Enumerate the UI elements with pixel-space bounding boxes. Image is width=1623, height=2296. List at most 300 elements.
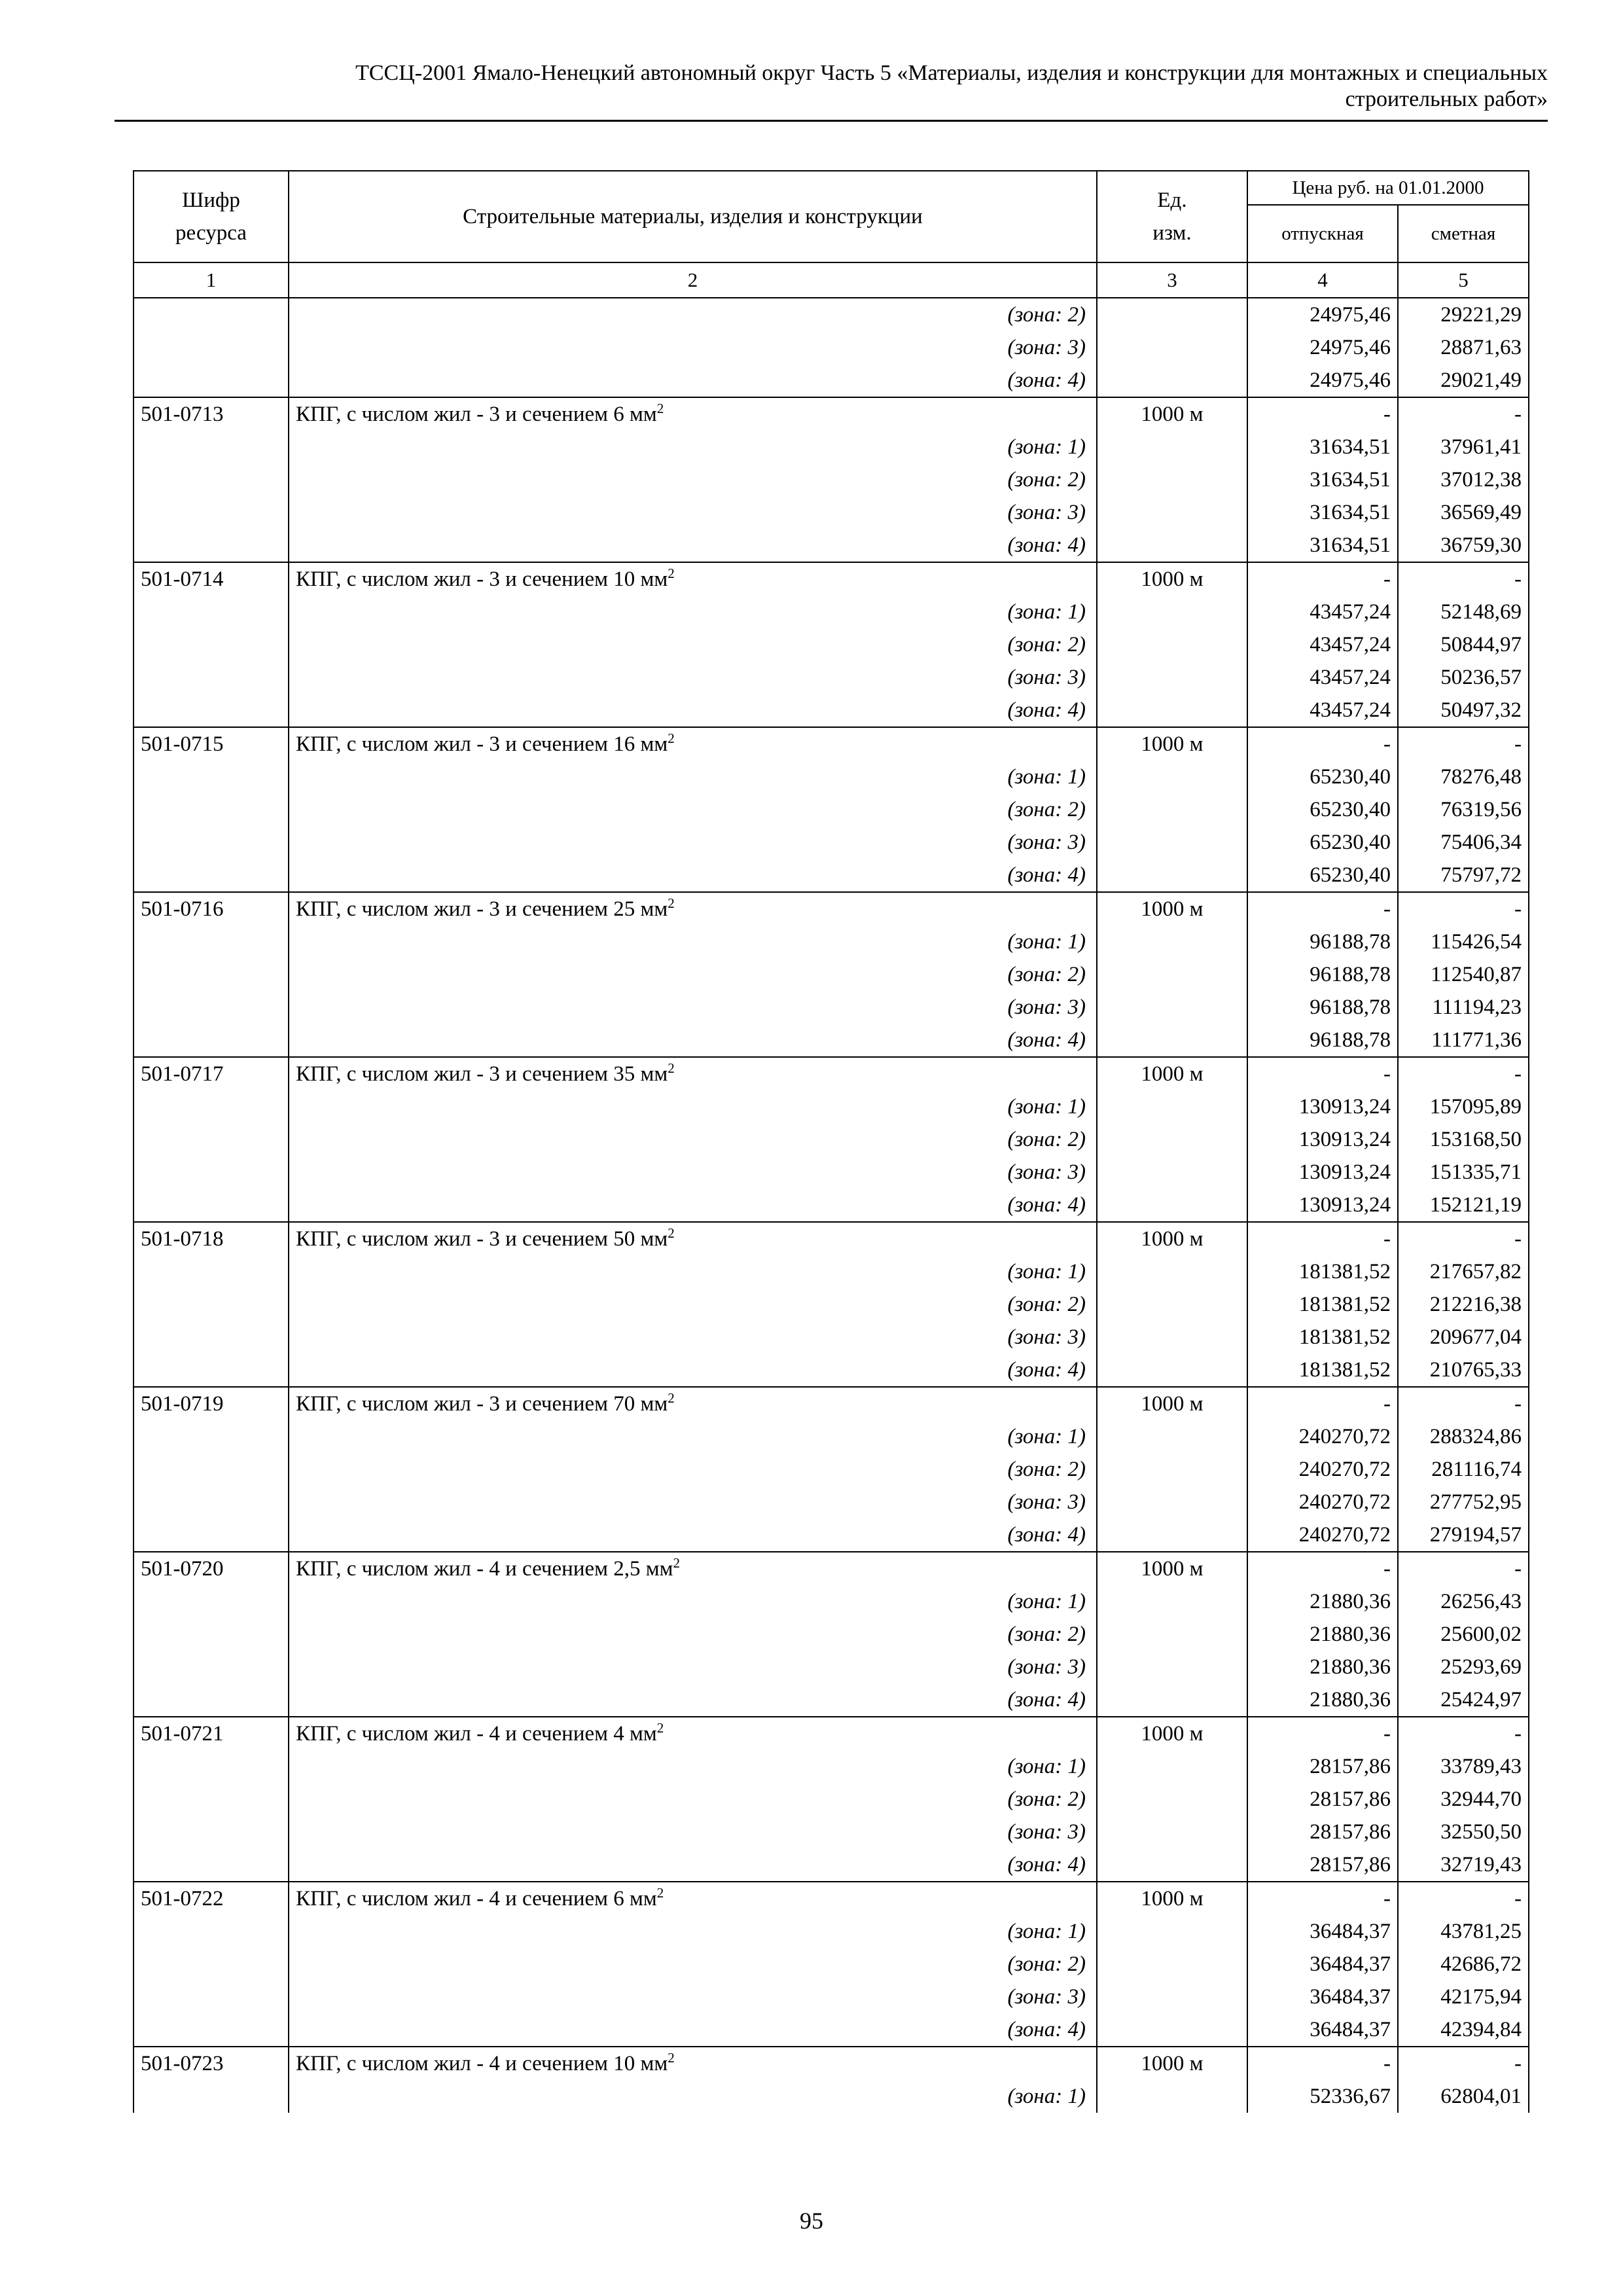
zone-price-row xyxy=(134,1948,1529,1981)
zone-label-text: (зона: 4) xyxy=(1007,1358,1086,1382)
unit-of-measure xyxy=(1097,1189,1247,1222)
resource-code xyxy=(134,1585,289,1618)
release-price xyxy=(1247,2080,1398,2113)
zone-price-row xyxy=(134,1915,1529,1948)
release-price xyxy=(1247,529,1398,562)
release-price-text: 181381,52 xyxy=(1298,1325,1391,1349)
resource-row xyxy=(134,1387,1529,1420)
release-price xyxy=(1247,298,1398,331)
zone-label-text: (зона: 3) xyxy=(1007,1160,1086,1184)
zone-label-text: (зона: 1) xyxy=(1007,1260,1086,1283)
release-price xyxy=(1247,1552,1398,1585)
estimate-price xyxy=(1398,1981,1529,2013)
zone-price-row xyxy=(134,991,1529,1024)
zone-label xyxy=(289,859,1097,892)
release-price-text: 96188,78 xyxy=(1310,1028,1391,1052)
zone-label-text: (зона: 1) xyxy=(1007,1590,1086,1613)
unit-of-measure xyxy=(1097,958,1247,991)
zone-label-text: (зона: 3) xyxy=(1007,666,1086,689)
unit-exponent: 2 xyxy=(668,895,675,911)
release-price xyxy=(1247,431,1398,463)
unit-of-measure xyxy=(1097,1783,1247,1816)
zone-price-row xyxy=(134,1981,1529,2013)
estimate-price xyxy=(1398,1222,1529,1255)
estimate-price xyxy=(1398,1288,1529,1321)
estimate-price xyxy=(1398,1387,1529,1420)
zone-label-text: (зона: 2) xyxy=(1007,798,1086,821)
zone-label-text: (зона: 4) xyxy=(1007,863,1086,887)
release-price-text: 31634,51 xyxy=(1310,435,1391,459)
estimate-price-text: 279194,57 xyxy=(1429,1523,1522,1547)
unit-of-measure xyxy=(1097,1717,1247,1750)
zone-label-text: (зона: 2) xyxy=(1007,1952,1086,1976)
resource-code xyxy=(134,1518,289,1552)
zone-label-text: (зона: 1) xyxy=(1007,1755,1086,1778)
zone-label-text: (зона: 1) xyxy=(1007,765,1086,789)
estimate-price-text: 157095,89 xyxy=(1429,1095,1522,1119)
resource-name-text: КПГ, с числом жил - 4 и сечением 6 мм xyxy=(296,1887,657,1910)
unit-of-measure xyxy=(1097,2080,1247,2113)
estimate-price xyxy=(1398,1255,1529,1288)
zone-label xyxy=(289,463,1097,496)
resource-code xyxy=(134,1453,289,1486)
estimate-price-text: - xyxy=(1514,1392,1522,1416)
zone-label-text: (зона: 4) xyxy=(1007,1688,1086,1712)
resource-name-text: КПГ, с числом жил - 4 и сечением 2,5 мм xyxy=(296,1557,673,1581)
release-price-text: 43457,24 xyxy=(1310,633,1391,656)
estimate-price xyxy=(1398,859,1529,892)
unit-of-measure xyxy=(1097,628,1247,661)
resource-code xyxy=(134,364,289,397)
estimate-price xyxy=(1398,1486,1529,1518)
release-price-text: - xyxy=(1383,567,1391,591)
resource-code-text: 501-0722 xyxy=(141,1887,224,1910)
resource-name xyxy=(289,1552,1097,1585)
page-number: 95 xyxy=(800,2208,823,2234)
release-price-text: 130913,24 xyxy=(1298,1160,1391,1184)
unit-exponent: 2 xyxy=(673,1555,681,1571)
zone-label-text: (зона: 2) xyxy=(1007,633,1086,656)
column-number: 5 xyxy=(1398,262,1529,298)
release-price xyxy=(1247,1717,1398,1750)
estimate-price-text: 50497,32 xyxy=(1440,698,1522,722)
estimate-price-text: 50844,97 xyxy=(1440,633,1522,656)
resource-code xyxy=(134,1882,289,1915)
resource-name xyxy=(289,397,1097,431)
release-price-text: 28157,86 xyxy=(1310,1853,1391,1876)
resource-code xyxy=(134,397,289,431)
resource-name-text: КПГ, с числом жил - 4 и сечением 10 мм xyxy=(296,2052,668,2075)
resource-code xyxy=(134,1123,289,1156)
zone-price-row xyxy=(134,826,1529,859)
unit-of-measure xyxy=(1097,694,1247,727)
resource-code xyxy=(134,1816,289,1848)
resource-code xyxy=(134,1288,289,1321)
zone-label-text: (зона: 2) xyxy=(1007,1623,1086,1646)
unit-exponent: 2 xyxy=(668,730,675,746)
unit-of-measure-text: 1000 м xyxy=(1141,1392,1204,1416)
resource-code xyxy=(134,463,289,496)
header-divider xyxy=(115,120,1548,122)
estimate-price-text: 36759,30 xyxy=(1440,533,1522,557)
zone-price-row xyxy=(134,1651,1529,1683)
zone-label-text: (зона: 3) xyxy=(1007,1655,1086,1679)
estimate-price-text: 25424,97 xyxy=(1440,1688,1522,1712)
zone-price-row xyxy=(134,1750,1529,1783)
zone-label-text: (зона: 4) xyxy=(1007,533,1086,557)
resource-row xyxy=(134,727,1529,761)
zone-label xyxy=(289,596,1097,628)
zone-label-text: (зона: 3) xyxy=(1007,1490,1086,1514)
unit-of-measure xyxy=(1097,2013,1247,2047)
resource-code xyxy=(134,1222,289,1255)
release-price-text: 65230,40 xyxy=(1310,831,1391,854)
unit-of-measure-text: 1000 м xyxy=(1141,1722,1204,1746)
estimate-price xyxy=(1398,1123,1529,1156)
zone-price-row xyxy=(134,1288,1529,1321)
resource-name xyxy=(289,1717,1097,1750)
unit-of-measure xyxy=(1097,1024,1247,1057)
release-price xyxy=(1247,562,1398,596)
release-price xyxy=(1247,1486,1398,1518)
unit-exponent: 2 xyxy=(668,1225,675,1241)
zone-label xyxy=(289,431,1097,463)
release-price-text: - xyxy=(1383,897,1391,921)
unit-exponent: 2 xyxy=(668,1060,675,1076)
unit-exponent: 2 xyxy=(656,401,664,416)
estimate-price xyxy=(1398,562,1529,596)
release-price xyxy=(1247,1123,1398,1156)
zone-label-text: (зона: 4) xyxy=(1007,698,1086,722)
release-price-text: 31634,51 xyxy=(1310,501,1391,524)
unit-of-measure xyxy=(1097,1057,1247,1090)
estimate-price xyxy=(1398,1750,1529,1783)
estimate-price-text: 78276,48 xyxy=(1440,765,1522,789)
unit-of-measure xyxy=(1097,1255,1247,1288)
zone-price-row xyxy=(134,1255,1529,1288)
zone-label-text: (зона: 1) xyxy=(1007,600,1086,624)
estimate-price xyxy=(1398,925,1529,958)
column-header-estimate-price: сметная xyxy=(1398,205,1529,262)
release-price xyxy=(1247,1585,1398,1618)
resource-code-text: 501-0713 xyxy=(141,403,224,426)
unit-of-measure xyxy=(1097,661,1247,694)
zone-label-text: (зона: 3) xyxy=(1007,996,1086,1019)
zone-price-row xyxy=(134,1354,1529,1387)
resource-code xyxy=(134,1717,289,1750)
column-number: 1 xyxy=(134,262,289,298)
zone-label xyxy=(289,991,1097,1024)
release-price xyxy=(1247,331,1398,364)
estimate-price-text: 111771,36 xyxy=(1431,1028,1522,1052)
zone-label-text: (зона: 2) xyxy=(1007,1787,1086,1811)
release-price xyxy=(1247,1321,1398,1354)
zone-label xyxy=(289,1783,1097,1816)
resource-code xyxy=(134,1255,289,1288)
unit-of-measure xyxy=(1097,397,1247,431)
resource-code xyxy=(134,1420,289,1453)
zone-label xyxy=(289,1683,1097,1717)
estimate-price-text: 42175,94 xyxy=(1440,1985,1522,2009)
zone-label xyxy=(289,1189,1097,1222)
estimate-price-text: - xyxy=(1514,567,1522,591)
estimate-price xyxy=(1398,431,1529,463)
zone-label xyxy=(289,1816,1097,1848)
release-price xyxy=(1247,1090,1398,1123)
resource-row xyxy=(134,1222,1529,1255)
unit-of-measure xyxy=(1097,793,1247,826)
unit-of-measure xyxy=(1097,1882,1247,1915)
estimate-price xyxy=(1398,1915,1529,1948)
zone-label xyxy=(289,1123,1097,1156)
resource-row xyxy=(134,2047,1529,2080)
release-price xyxy=(1247,661,1398,694)
unit-of-measure xyxy=(1097,529,1247,562)
estimate-price xyxy=(1398,1552,1529,1585)
estimate-price xyxy=(1398,529,1529,562)
resource-name xyxy=(289,1057,1097,1090)
resource-name-text: КПГ, с числом жил - 4 и сечением 4 мм xyxy=(296,1722,657,1746)
release-price xyxy=(1247,1222,1398,1255)
zone-price-row xyxy=(134,1816,1529,1848)
estimate-price-text: 210765,33 xyxy=(1429,1358,1522,1382)
release-price xyxy=(1247,2047,1398,2080)
unit-of-measure xyxy=(1097,1518,1247,1552)
release-price-text: 65230,40 xyxy=(1310,765,1391,789)
estimate-price xyxy=(1398,1156,1529,1189)
estimate-price-text: 29021,49 xyxy=(1440,368,1522,392)
estimate-price xyxy=(1398,596,1529,628)
estimate-price-text: 32719,43 xyxy=(1440,1853,1522,1876)
estimate-price xyxy=(1398,2013,1529,2047)
resource-code-text: 501-0715 xyxy=(141,732,224,756)
estimate-price-text: 112540,87 xyxy=(1430,963,1522,986)
unit-of-measure xyxy=(1097,2047,1247,2080)
release-price xyxy=(1247,958,1398,991)
release-price-text: 31634,51 xyxy=(1310,533,1391,557)
zone-label-text: (зона: 1) xyxy=(1007,435,1086,459)
resource-code xyxy=(134,826,289,859)
zone-price-row xyxy=(134,1123,1529,1156)
resource-row xyxy=(134,562,1529,596)
resource-code xyxy=(134,1354,289,1387)
zone-label-text: (зона: 1) xyxy=(1007,1920,1086,1943)
estimate-price xyxy=(1398,1090,1529,1123)
estimate-price-text: - xyxy=(1514,2052,1522,2075)
release-price xyxy=(1247,991,1398,1024)
estimate-price xyxy=(1398,1882,1529,1915)
resource-code xyxy=(134,1618,289,1651)
estimate-price xyxy=(1398,1453,1529,1486)
release-price xyxy=(1247,892,1398,925)
unit-of-measure xyxy=(1097,1618,1247,1651)
unit-of-measure xyxy=(1097,826,1247,859)
zone-price-row xyxy=(134,529,1529,562)
release-price-text: 240270,72 xyxy=(1298,1523,1391,1547)
release-price-text: 43457,24 xyxy=(1310,600,1391,624)
release-price xyxy=(1247,1750,1398,1783)
zone-label xyxy=(289,1024,1097,1057)
unit-of-measure-text: 1000 м xyxy=(1141,403,1204,426)
release-price-text: 24975,46 xyxy=(1310,303,1391,327)
estimate-price xyxy=(1398,1816,1529,1848)
release-price xyxy=(1247,1453,1398,1486)
release-price xyxy=(1247,1024,1398,1057)
resource-code xyxy=(134,1090,289,1123)
estimate-price-text: 25293,69 xyxy=(1440,1655,1522,1679)
estimate-price xyxy=(1398,1683,1529,1717)
zone-price-row xyxy=(134,463,1529,496)
running-header-line-2: строительных работ» xyxy=(1345,87,1548,111)
estimate-price xyxy=(1398,1518,1529,1552)
price-table-header xyxy=(134,171,1529,298)
zone-label-text: (зона: 3) xyxy=(1007,1325,1086,1349)
unit-of-measure xyxy=(1097,727,1247,761)
zone-label-text: (зона: 1) xyxy=(1007,1425,1086,1448)
column-header-price-group: Цена руб. на 01.01.2000 xyxy=(1247,171,1529,205)
release-price-text: 65230,40 xyxy=(1310,798,1391,821)
release-price xyxy=(1247,761,1398,793)
unit-of-measure xyxy=(1097,761,1247,793)
release-price-text: 21880,36 xyxy=(1310,1655,1391,1679)
zone-label xyxy=(289,1156,1097,1189)
release-price-text: 28157,86 xyxy=(1310,1820,1391,1844)
resource-code xyxy=(134,1915,289,1948)
zone-label-text: (зона: 1) xyxy=(1007,930,1086,954)
release-price-text: - xyxy=(1383,403,1391,426)
unit-of-measure-text: 1000 м xyxy=(1141,1062,1204,1086)
unit-of-measure xyxy=(1097,1948,1247,1981)
release-price-text: 24975,46 xyxy=(1310,368,1391,392)
estimate-price-text: 42686,72 xyxy=(1440,1952,1522,1976)
resource-name-text: КПГ, с числом жил - 3 и сечением 50 мм xyxy=(296,1227,668,1251)
release-price xyxy=(1247,463,1398,496)
estimate-price-text: 52148,69 xyxy=(1440,600,1522,624)
release-price-text: 36484,37 xyxy=(1310,1952,1391,1976)
release-price-text: - xyxy=(1383,1062,1391,1086)
zone-price-row xyxy=(134,859,1529,892)
zone-price-row xyxy=(134,596,1529,628)
release-price-text: - xyxy=(1383,1557,1391,1581)
release-price-text: 181381,52 xyxy=(1298,1358,1391,1382)
estimate-price-text: 76319,56 xyxy=(1440,798,1522,821)
zone-price-row xyxy=(134,1090,1529,1123)
estimate-price-text: - xyxy=(1514,1722,1522,1746)
release-price xyxy=(1247,364,1398,397)
estimate-price xyxy=(1398,661,1529,694)
release-price-text: 21880,36 xyxy=(1310,1688,1391,1712)
unit-of-measure xyxy=(1097,1420,1247,1453)
release-price-text: 240270,72 xyxy=(1298,1425,1391,1448)
resource-code xyxy=(134,2080,289,2113)
release-price-text: 181381,52 xyxy=(1298,1260,1391,1283)
resource-code xyxy=(134,1651,289,1683)
unit-of-measure xyxy=(1097,1156,1247,1189)
release-price xyxy=(1247,1518,1398,1552)
resource-code xyxy=(134,859,289,892)
zone-label-text: (зона: 2) xyxy=(1007,1293,1086,1316)
estimate-price xyxy=(1398,761,1529,793)
estimate-price xyxy=(1398,1321,1529,1354)
unit-of-measure xyxy=(1097,562,1247,596)
estimate-price xyxy=(1398,694,1529,727)
release-price-text: 36484,37 xyxy=(1310,1920,1391,1943)
release-price-text: 96188,78 xyxy=(1310,963,1391,986)
zone-price-row xyxy=(134,628,1529,661)
release-price-text: 52336,67 xyxy=(1310,2085,1391,2108)
estimate-price-text: - xyxy=(1514,1557,1522,1581)
release-price xyxy=(1247,1057,1398,1090)
zone-label-text: (зона: 2) xyxy=(1007,1128,1086,1151)
price-table xyxy=(133,170,1529,2113)
release-price xyxy=(1247,1848,1398,1882)
release-price-text: 65230,40 xyxy=(1310,863,1391,887)
estimate-price-text: 36569,49 xyxy=(1440,501,1522,524)
column-header-unit: Ед. изм. xyxy=(1097,171,1247,262)
unit-of-measure xyxy=(1097,1123,1247,1156)
zone-label-text: (зона: 3) xyxy=(1007,1985,1086,2009)
unit-of-measure-text: 1000 м xyxy=(1141,2052,1204,2075)
unit-of-measure xyxy=(1097,1222,1247,1255)
release-price-text: 36484,37 xyxy=(1310,2018,1391,2041)
zone-label xyxy=(289,826,1097,859)
estimate-price-text: 151335,71 xyxy=(1429,1160,1522,1184)
unit-of-measure xyxy=(1097,463,1247,496)
unit-of-measure xyxy=(1097,1981,1247,2013)
zone-label xyxy=(289,496,1097,529)
resource-code xyxy=(134,331,289,364)
estimate-price xyxy=(1398,1189,1529,1222)
estimate-price-text: 42394,84 xyxy=(1440,2018,1522,2041)
unit-of-measure xyxy=(1097,298,1247,331)
release-price xyxy=(1247,1288,1398,1321)
unit-of-measure xyxy=(1097,1651,1247,1683)
resource-code xyxy=(134,1156,289,1189)
estimate-price xyxy=(1398,892,1529,925)
estimate-price xyxy=(1398,991,1529,1024)
zone-label-text: (зона: 3) xyxy=(1007,831,1086,854)
resource-code xyxy=(134,2047,289,2080)
zone-label-text: (зона: 4) xyxy=(1007,1193,1086,1217)
estimate-price xyxy=(1398,298,1529,331)
estimate-price xyxy=(1398,1024,1529,1057)
resource-code xyxy=(134,1387,289,1420)
resource-code xyxy=(134,991,289,1024)
resource-code-text: 501-0721 xyxy=(141,1722,224,1746)
zone-label xyxy=(289,1255,1097,1288)
zone-label xyxy=(289,1948,1097,1981)
resource-code xyxy=(134,1750,289,1783)
zone-price-row xyxy=(134,793,1529,826)
zone-label-text: (зона: 2) xyxy=(1007,468,1086,492)
unit-of-measure-text: 1000 м xyxy=(1141,1557,1204,1581)
zone-label xyxy=(289,1981,1097,2013)
resource-code xyxy=(134,661,289,694)
zone-price-row xyxy=(134,364,1529,397)
release-price-text: 21880,36 xyxy=(1310,1590,1391,1613)
zone-price-row xyxy=(134,1486,1529,1518)
unit-of-measure-text: 1000 м xyxy=(1141,732,1204,756)
resource-code xyxy=(134,1189,289,1222)
zone-label-text: (зона: 1) xyxy=(1007,1095,1086,1119)
release-price xyxy=(1247,2013,1398,2047)
zone-price-row xyxy=(134,661,1529,694)
release-price-text: - xyxy=(1383,1227,1391,1251)
release-price-text: 181381,52 xyxy=(1298,1293,1391,1316)
zone-price-row xyxy=(134,1189,1529,1222)
unit-of-measure xyxy=(1097,1453,1247,1486)
zone-price-row xyxy=(134,925,1529,958)
